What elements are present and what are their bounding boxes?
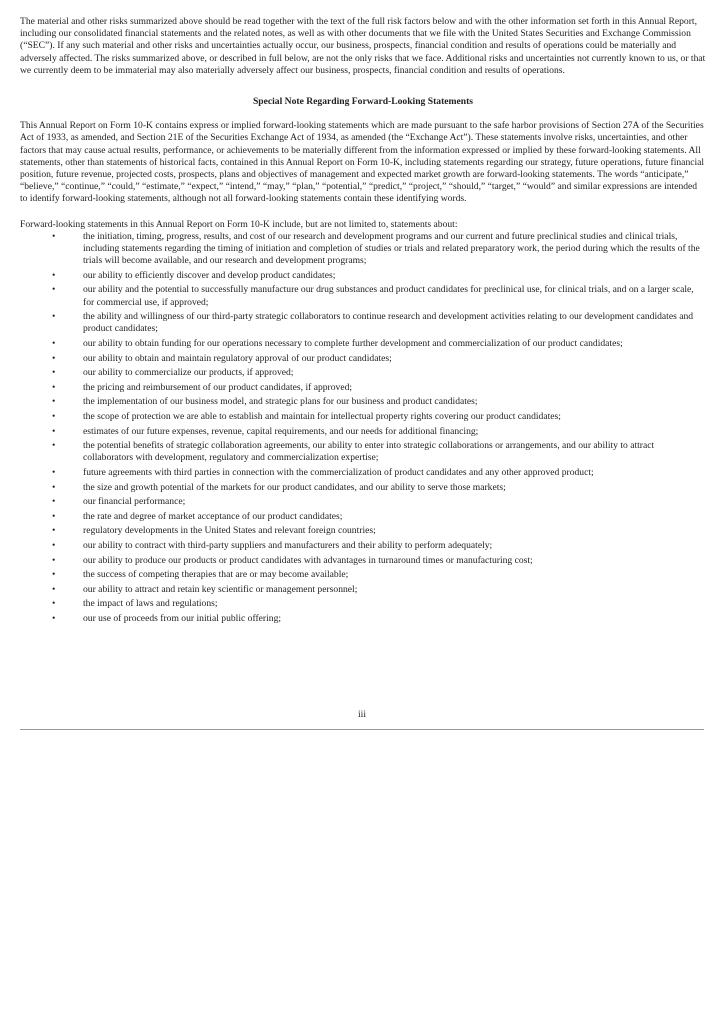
- list-item: [20, 353, 706, 365]
- bullet-icon: •: [52, 466, 56, 478]
- bullet-icon: •: [52, 612, 56, 624]
- list-item: [20, 496, 706, 508]
- bullet-icon: •: [52, 583, 56, 595]
- list-item: [20, 511, 706, 523]
- bullet-icon: •: [52, 367, 56, 379]
- list-item: [20, 598, 706, 610]
- section-heading: Special Note Regarding Forward-Looking Statements: [252, 96, 474, 108]
- bullet-icon: •: [52, 496, 56, 508]
- bullet-icon: •: [52, 598, 56, 610]
- risk-summary-paragraph: The material and other risks summarized above should be read together with the text of the full risk factors below and with the other information set forth in this Annual Report, including our consolidated financial statements and the related notes, as well as with other documents that we file with the United States Securities and Exchange Commission (“SEC”). If any such material and other risks and uncertainties actually occur, our business, prospects, financial condition and results of operations could be materially and adversely affected. The risks summarized above, or described in full below, are not the only risks that we face. Additional risks and uncertainties not currently known to us, or that we currently deem to be immaterial may also materially adversely affect our business, prospects, financial condition and results of operations.: [20, 16, 706, 76]
- list-item-text: estimates of our future expenses, revenue, capital requirements, and our needs for additional financing;: [83, 425, 479, 437]
- list-item: [20, 338, 706, 350]
- bullet-icon: •: [52, 569, 56, 581]
- bullet-icon: •: [52, 411, 56, 422]
- bullet-icon: •: [52, 481, 56, 493]
- list-item-text: the ability and willingness of our third-party strategic collaborators to continue research and development activities relating to our development candidates and product candidates;: [83, 311, 694, 335]
- list-item-text: our ability to commercialize our products, if approved;: [83, 367, 294, 379]
- list-item-text: our ability to efficiently discover and develop product candidates;: [83, 269, 336, 281]
- bullet-icon: •: [52, 525, 56, 537]
- list-item: [20, 426, 706, 438]
- list-item-text: our ability to obtain funding for our operations necessary to complete further development and commercialization of our product candidates;: [83, 338, 623, 350]
- list-item: [20, 525, 706, 537]
- bullet-icon: •: [52, 510, 56, 522]
- list-item: [20, 396, 706, 408]
- list-item-text: the initiation, timing, progress, results, and cost of our research and development programs and our current and future preclinical studies and clinical trials, including statements regarding the timing of initiation and completion of studies or trials and related preparatory work, the period during which the results of the trials will become available, and our research and development programs;: [83, 230, 700, 267]
- list-item: [20, 482, 706, 494]
- list-item: [20, 367, 706, 379]
- list-item-text: our ability to attract and retain key scientific or management personnel;: [83, 583, 358, 595]
- forward-looking-list: [20, 231, 706, 625]
- list-item-text: future agreements with third parties in connection with the commercialization of product candidates and any other approved product;: [83, 466, 594, 478]
- list-intro: Forward-looking statements in this Annual Report on Form 10-K include, but are not limited to, statements about:: [20, 218, 458, 230]
- bullet-icon: •: [52, 284, 56, 296]
- bullet-icon: •: [52, 311, 56, 323]
- list-item: [20, 584, 706, 596]
- list-item: [20, 411, 706, 423]
- bullet-icon: •: [52, 425, 56, 437]
- list-item-text: our ability to produce our products or product candidates with advantages in turnaround times or manufacturing cost;: [83, 554, 533, 566]
- page-divider: [20, 729, 704, 730]
- forward-looking-paragraph: This Annual Report on Form 10-K contains express or implied forward-looking statements which are made pursuant to the safe harbor provisions of Section 27A of the Securities Act of 1933, as amended, and Section 21E of the Securities Exchange Act of 1934, as amended (the “Exchange Act”). These statements involve risks, uncertainties, and other factors that may cause actual results, performance, or achievements to be materially different from the information expressed or implied by these forward-looking statements. All statements, other than statements of historical facts, contained in this Annual Report on Form 10-K, including statements regarding our strategy, future operations, future financial position, future revenue, projected costs, prospects, plans and objectives of management and expected market growth are forward-looking statements. The words “anticipate,” “believe,” “continue,” “could,” “estimate,” “expect,” “intend,” “may,” “plan,” “potential,” “predict,” “project,” “should,” “target,” “would” and similar expressions are intended to identify forward-looking statements, although not all forward-looking statements contain these identifying words.: [20, 120, 705, 205]
- list-item: [20, 284, 706, 308]
- list-item-text: our ability and the potential to successfully manufacture our drug substances and product candidates for preclinical use, for clinical trials, and on a larger scale, for commercial use, if approved;: [83, 284, 694, 308]
- list-item-text: our financial performance;: [83, 496, 186, 508]
- list-item: [20, 540, 706, 552]
- list-item: [20, 382, 706, 394]
- list-item: [20, 613, 706, 625]
- list-item: [20, 231, 706, 268]
- list-item-text: regulatory developments in the United States and relevant foreign countries;: [83, 525, 376, 537]
- list-item: [20, 467, 706, 479]
- list-item-text: the implementation of our business model, and strategic plans for our business and product candidates;: [83, 396, 478, 408]
- bullet-icon: •: [52, 338, 56, 350]
- bullet-icon: •: [52, 381, 56, 393]
- list-item-text: our use of proceeds from our initial public offering;: [83, 612, 282, 624]
- list-item-text: the potential benefits of strategic collaboration agreements, our ability to enter into strategic collaborations or arrangements, and our ability to attract collaborators with development, regulatory and commercialization expertise;: [83, 440, 655, 464]
- bullet-icon: •: [52, 396, 56, 408]
- bullet-icon: •: [52, 554, 56, 566]
- list-item-text: the scope of protection we are able to establish and maintain for intellectual property rights covering our product candidates;: [83, 411, 561, 422]
- list-item-text: the impact of laws and regulations;: [83, 598, 218, 610]
- bullet-icon: •: [52, 269, 56, 281]
- list-item: [20, 270, 706, 282]
- document-page: [20, 16, 706, 628]
- list-item-text: our ability to obtain and maintain regulatory approval of our product candidates;: [83, 352, 392, 364]
- bullet-icon: •: [52, 539, 56, 551]
- list-item-text: the pricing and reimbursement of our product candidates, if approved;: [83, 381, 353, 393]
- list-item-text: the success of competing therapies that are or may become available;: [83, 569, 349, 581]
- list-item: [20, 311, 706, 335]
- list-item-text: our ability to contract with third-party suppliers and manufacturers and their ability to perform adequately;: [83, 539, 493, 551]
- list-item: [20, 440, 706, 464]
- list-item-text: the rate and degree of market acceptance of our product candidates;: [83, 510, 343, 522]
- bullet-icon: •: [52, 352, 56, 364]
- bullet-icon: •: [52, 230, 56, 242]
- page-number: iii: [358, 709, 366, 720]
- list-item: [20, 569, 706, 581]
- bullet-icon: •: [52, 440, 56, 452]
- list-item: [20, 555, 706, 567]
- list-item-text: the size and growth potential of the markets for our product candidates, and our ability to serve those markets;: [83, 481, 506, 493]
